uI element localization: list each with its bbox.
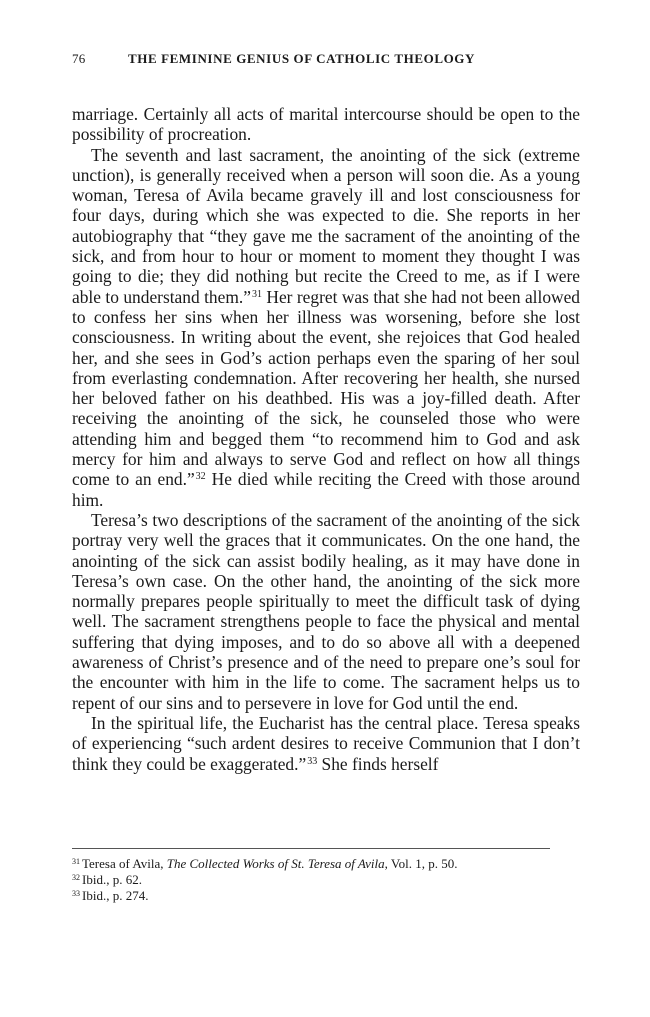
footnote-text: Ibid., p. 62. xyxy=(82,872,142,887)
footnote-reference: 33 xyxy=(307,755,318,767)
body-text xyxy=(72,104,580,774)
paragraph-text: He died while reciting the Creed with those around him. xyxy=(72,469,580,510)
paragraph-text: Her regret was that she had not been allowed to confess her sins when her illness was worsening, before she lost consciousness. In writing about the event, she rejoices that God healed her, and she sees in God’s action perhaps even the sparing of her soul from everlasting condemnation. After recovering her health, she nursed her beloved father on his deathbed. His was a joy-filled death. After receiving the anointing of the sick, he counseled those who were attending him and begged them “to recommend him to God and ask mercy for him and always to serve God and reflect on how all things come to an end.” xyxy=(72,286,580,490)
paragraph-text: Teresa’s two descriptions of the sacrament of the anointing of the sick portray very well the graces that it communicates. On the one hand, the anointing of the sick can assist bodily healing, as it may have done in Teresa’s own case. On the other hand, the anointing of the sick more normally prepares people spiritually to meet the difficult task of dying well. The sacrament strengthens people to face the physical and mental suffering that dying imposes, and to do so above all with a deepened awareness of Christ’s presence and of the need to prepare one’s soul for the encounter with him in the life to come. The sacrament helps us to repent of our sins and to persevere in love for God until the end. xyxy=(72,509,580,713)
page-number: 76 xyxy=(72,51,86,66)
paragraph-text: She finds herself xyxy=(317,753,439,774)
footnotes xyxy=(72,856,580,904)
footnote-text: Ibid., p. 274. xyxy=(82,888,149,903)
footnote-text: Teresa of Avila, xyxy=(82,856,167,871)
footnote-divider xyxy=(72,848,550,849)
paragraph-text: marriage. Certainly all acts of marital intercourse should be open to the possibility of procreation. xyxy=(72,104,580,145)
paragraph-text: In the spiritual life, the Eucharist has the central place. Teresa speaks of experiencing “such ardent desires to receive Communion that I don’t think they could be exaggerated.” xyxy=(72,712,580,774)
footnote-book-title: The Collected Works of St. Teresa of Avila xyxy=(166,856,385,871)
running-header xyxy=(72,51,580,71)
paragraph xyxy=(72,145,580,510)
footnote xyxy=(72,856,580,872)
running-title: THE FEMININE GENIUS OF CATHOLIC THEOLOGY xyxy=(128,51,476,66)
paragraph xyxy=(72,713,580,774)
footnote xyxy=(72,888,580,904)
footnote-number: 32 xyxy=(72,873,80,882)
footnote-number: 31 xyxy=(72,857,80,866)
footnote-number: 33 xyxy=(72,889,80,898)
footnote-reference: 31 xyxy=(251,288,262,300)
paragraph xyxy=(72,104,580,145)
paragraph-text: The seventh and last sacrament, the anointing of the sick (extreme unction), is generally received when a person will soon die. As a young woman, Teresa of Avila became gravely ill and lost consciousness for four days, during which she was expected to die. She reports in her autobiography that “they gave me the sacrament of the anointing of the sick, and from hour to hour or moment to moment they thought I was going to die; they did nothing but recite the Creed to me, as if I were able to understand them.” xyxy=(72,144,580,307)
footnote-reference: 32 xyxy=(195,471,206,483)
paragraph xyxy=(72,510,580,713)
footnote xyxy=(72,872,580,888)
footnote-text: , Vol. 1, p. 50. xyxy=(384,856,458,871)
